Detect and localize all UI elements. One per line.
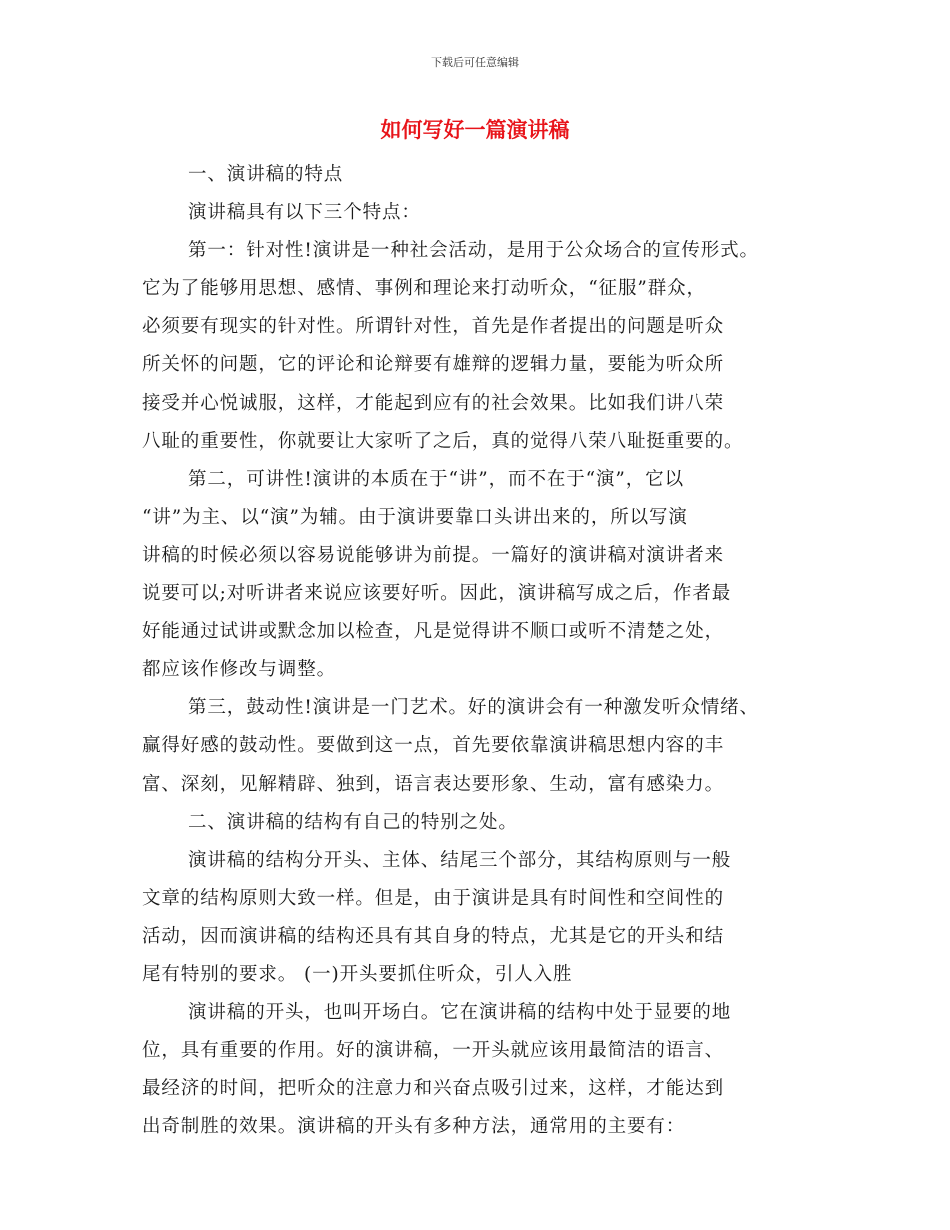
text-line: 所关怀的问题，它的评论和论辩要有雄辩的逻辑力量，要能为听众所 [142, 354, 725, 376]
text-line: 位，具有重要的作用。好的演讲稿，一开头就应该用最简洁的语言、 [142, 1040, 725, 1062]
text-line: 说要可以;对听讲者来说应该要好听。因此，演讲稿写成之后，作者最 [142, 583, 732, 605]
text-line: 富、深刻，见解精辟、独到，语言表达要形象、生动，富有感染力。 [142, 773, 725, 795]
text-line: 好能通过试讲或默念加以检查，凡是觉得讲不顺口或听不清楚之处， [142, 621, 725, 643]
text-line: 讲稿的时候必须以容易说能够讲为前提。一篇好的演讲稿对演讲者来 [142, 544, 725, 566]
text-line: 一、演讲稿的特点 [188, 164, 344, 185]
text-line: 它为了能够用思想、感情、事例和理论来打动听众，“征服”群众， [142, 278, 706, 300]
text-line: 活动，因而演讲稿的结构还具有其自身的特点，尤其是它的开头和结 [142, 925, 725, 947]
text-line: 接受并心悦诚服，这样，才能起到应有的社会效果。比如我们讲八荣 [142, 392, 725, 414]
document-body [142, 156, 842, 1146]
text-line: 文章的结构原则大致一样。但是，由于演讲是具有时间性和空间性的 [142, 887, 725, 909]
text-line: 出奇制胜的效果。演讲稿的开头有多种方法，通常用的主要有： [142, 1116, 686, 1138]
text-line: 尾有特别的要求。 (一)开头要抓住听众，引人入胜 [142, 963, 573, 985]
text-line: 赢得好感的鼓动性。要做到这一点，首先要依靠演讲稿思想内容的丰 [142, 735, 725, 757]
text-line: 必须要有现实的针对性。所谓针对性，首先是作者提出的问题是听众 [142, 316, 725, 338]
text-line: “讲”为主、以“演”为辅。由于演讲要靠口头讲出来的，所以写演 [142, 506, 688, 528]
text-line: 演讲稿的结构分开头、主体、结尾三个部分，其结构原则与一般 [188, 849, 732, 871]
text-line: 最经济的时间，把听众的注意力和兴奋点吸引过来，这样，才能达到 [142, 1078, 725, 1100]
text-line: 第三，鼓动性!演讲是一门艺术。好的演讲会有一种激发听众情绪、 [188, 697, 759, 719]
text-line: 八耻的重要性，你就要让大家听了之后，真的觉得八荣八耻挺重要的。 [142, 430, 744, 452]
text-line: 都应该作修改与调整。 [142, 659, 337, 681]
text-line: 二、演讲稿的结构有自己的特别之处。 [188, 811, 518, 833]
text-line: 第一：针对性!演讲是一种社会活动，是用于公众场合的宣传形式。 [188, 240, 759, 262]
text-line: 演讲稿具有以下三个特点： [188, 202, 421, 224]
header-note: 下载后可任意编辑 [431, 56, 519, 69]
text-line: 演讲稿的开头，也叫开场白。它在演讲稿的结构中处于显要的地 [188, 1002, 732, 1024]
document-title: 如何写好一篇演讲稿 [380, 118, 570, 142]
text-line: 第二，可讲性!演讲的本质在于“讲”，而不在于“演”，它以 [188, 468, 684, 490]
